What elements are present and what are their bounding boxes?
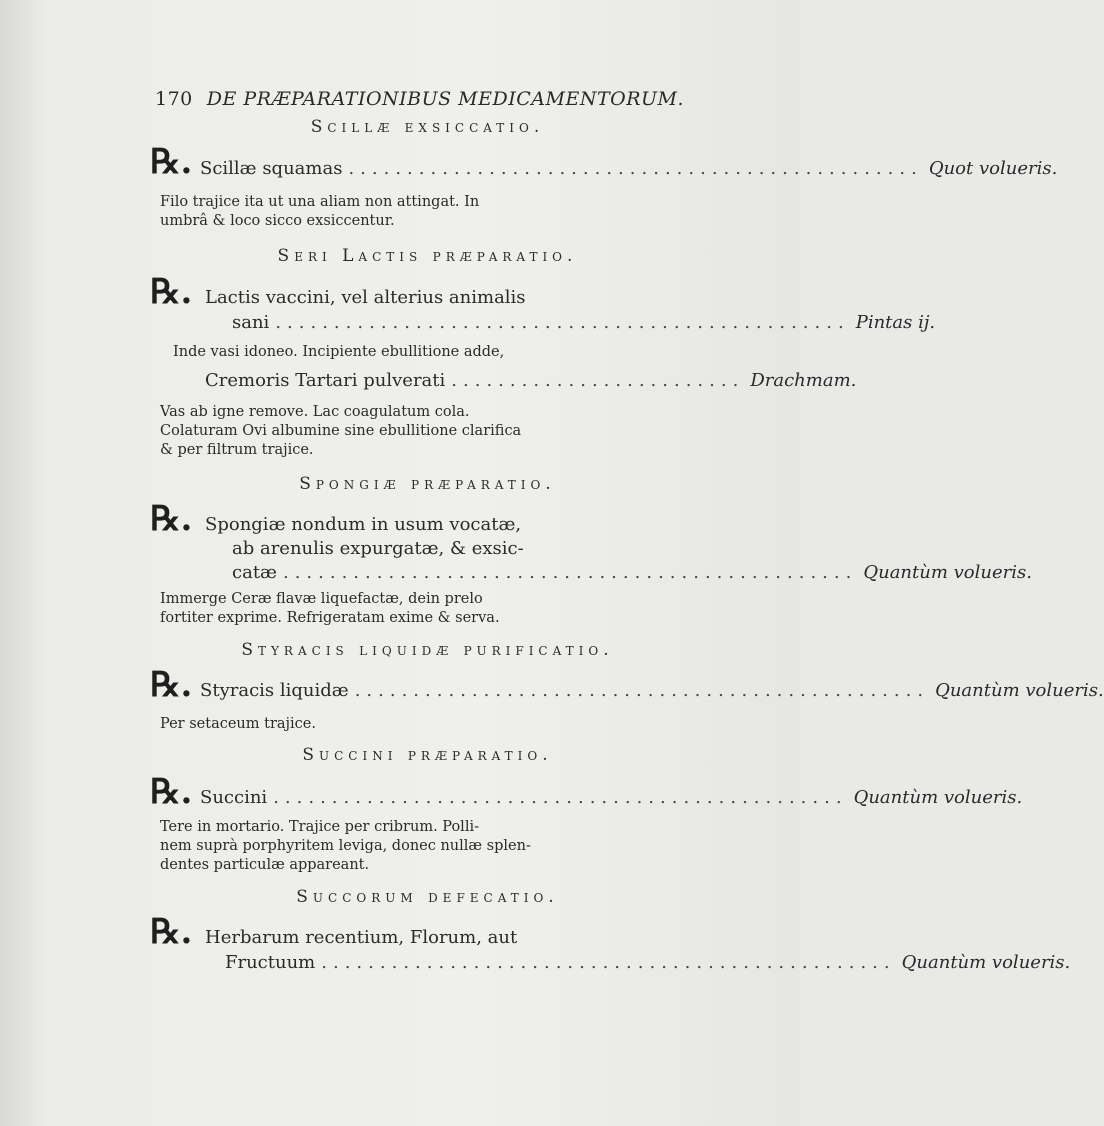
ingredient-quantity: Pintas ij. [855,312,936,333]
instruction-paragraph [160,403,540,460]
recipe-sub-line [205,370,857,391]
paragraph-line: Filo trajice ita ut una aliam non attingat. In [160,194,480,210]
section-title-scillae: Scillæ exsiccatio. [310,117,545,137]
instruction-paragraph [160,590,540,628]
recipe-line [225,952,1071,973]
instruction-paragraph [160,818,540,875]
paragraph-line: nem suprà porphyritem leviga, donec nullæ splen- [160,838,531,854]
recipe-symbol: ℞. [150,665,193,705]
section-title-seri-lactis: Seri Lactis præparatio. [277,246,578,266]
section-title-succini: Succini præparatio. [302,745,553,765]
instruction-line: Inde vasi idoneo. Incipiente ebullitione adde, [173,344,505,360]
section-title-styracis: Styracis liquidæ purificatio. [241,640,614,660]
recipe-line [232,312,936,333]
recipe-line [232,562,1032,583]
paragraph-line: Per setaceum trajice. [160,716,316,732]
recipe-line-continued: Lactis vaccini, vel alterius animalis [205,287,526,308]
paragraph-line: umbrâ & loco sicco exsiccentur. [160,213,395,229]
recipe-line-continued: ab arenulis expurgatæ, & exsic- [232,538,524,559]
ingredient-name: catæ [232,562,277,583]
ingredient-quantity: Quantùm volueris. [863,562,1032,583]
recipe-line-continued: Herbarum recentium, Florum, aut [205,927,518,948]
recipe-line [200,158,1058,179]
ingredient-quantity: Quot volueris. [928,158,1058,179]
paragraph-line: fortiter exprime. Refrigeratam exime & serva. [160,610,500,626]
dot-leader: ................................................. [273,787,848,808]
paragraph-line: Immerge Ceræ flavæ liquefactæ, dein prelo [160,591,483,607]
recipe-symbol: ℞. [150,772,193,812]
ingredient-name: Styracis liquidæ [200,680,349,701]
ingredient-name: Scillæ squamas [200,158,343,179]
page-header-title: DE PRÆPARATIONIBUS MEDICAMENTORUM. [206,88,685,110]
page-number: 170 [155,88,193,110]
recipe-line [200,680,1104,701]
paragraph-line: Colaturam Ovi albumine sine ebullitione clarifica [160,423,522,439]
dot-leader: ................................................. [321,952,896,973]
running-head [155,88,715,110]
instruction-paragraph [160,715,540,734]
ingredient-quantity: Quantùm volueris. [901,952,1071,973]
section-title-spongiae: Spongiæ præparatio. [299,474,556,494]
dot-leader: ................................................. [275,312,850,333]
paragraph-line: dentes particulæ appareant. [160,857,370,873]
paragraph-line: Tere in mortario. Trajice per cribrum. Polli- [160,819,479,835]
dot-leader: ................................................. [282,562,858,583]
dot-leader: ................................................. [348,158,923,179]
dot-leader: ......................... [451,370,745,391]
recipe-symbol: ℞. [150,912,193,952]
paragraph-line: Vas ab igne remove. Lac coagulatum cola. [160,404,470,420]
ingredient-quantity: Quantùm volueris. [935,680,1104,701]
ingredient-quantity: Quantùm volueris. [853,787,1023,808]
instruction-paragraph [160,193,540,231]
ingredient-name: Fructuum [225,952,316,973]
recipe-line [200,787,1023,808]
recipe-symbol: ℞. [150,499,193,539]
ingredient-name: Succini [200,787,268,808]
ingredient-name: Cremoris Tartari pulverati [205,370,446,391]
dot-leader: ................................................. [354,680,930,701]
recipe-symbol: ℞. [150,272,193,312]
ingredient-name: sani [232,312,270,333]
ingredient-quantity: Drachmam. [750,370,857,391]
recipe-line-continued: Spongiæ nondum in usum vocatæ, [205,514,522,535]
recipe-symbol: ℞. [150,142,193,182]
paragraph-line: & per filtrum trajice. [160,442,314,458]
section-title-succorum: Succorum defecatio. [296,887,559,907]
